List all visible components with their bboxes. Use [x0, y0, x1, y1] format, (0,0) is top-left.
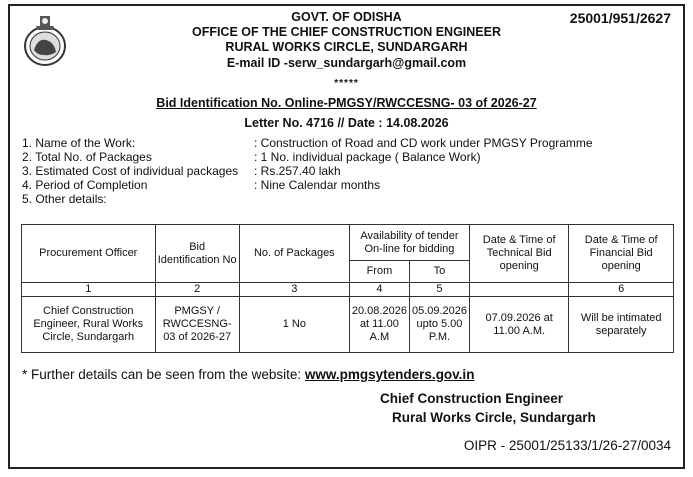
circle-heading: RURAL WORKS CIRCLE, SUNDARGARH — [225, 40, 468, 54]
detail-value: : Rs.257.40 lakh — [254, 164, 341, 178]
header-bid-identification: Bid Identification No — [155, 225, 239, 283]
table-header-row — [22, 225, 674, 261]
detail-value: : 1 No. individual package ( Balance Work) — [254, 150, 481, 164]
header-from: From — [349, 261, 409, 283]
header-no-of-packages: No. of Packages — [239, 225, 349, 283]
signatory-office: Rural Works Circle, Sundargarh — [392, 410, 596, 425]
column-number: 6 — [569, 283, 674, 297]
office-heading: OFFICE OF THE CHIEF CONSTRUCTION ENGINEER — [191, 25, 502, 39]
further-details — [22, 367, 474, 382]
cell-financial: Will be intimated separately — [569, 297, 674, 353]
column-number: 5 — [409, 283, 469, 297]
bid-identification: Bid Identification No. Online-PMGSY/RWCCESNG- 03 of 2026-27 — [156, 96, 537, 110]
oipr-number: OIPR - 25001/25133/1/26-27/0034 — [463, 438, 671, 453]
cell-from: 20.08.2026 at 11.00 A.M — [349, 297, 409, 353]
header-to: To — [409, 261, 469, 283]
detail-label: 1. Name of the Work: — [22, 136, 136, 150]
header-financial-bid: Date & Time of Financial Bid opening — [569, 225, 674, 283]
detail-label: 4. Period of Completion — [22, 178, 148, 192]
cell-packages: 1 No — [239, 297, 349, 353]
email-line: E-mail ID -serw_sundargarh@gmail.com — [226, 56, 467, 70]
govt-heading: GOVT. OF ODISHA — [291, 10, 402, 24]
column-number-row — [22, 283, 674, 297]
column-number: 3 — [239, 283, 349, 297]
detail-label: 3. Estimated Cost of individual packages — [22, 164, 239, 178]
header-procurement-officer: Procurement Officer — [22, 225, 156, 283]
column-number: 2 — [155, 283, 239, 297]
further-details-text: * Further details can be seen from the website: — [22, 367, 305, 382]
stars-divider: ***** — [334, 78, 359, 89]
column-number: 1 — [22, 283, 156, 297]
document-code: 25001/951/2627 — [569, 10, 671, 26]
column-number: 4 — [349, 283, 409, 297]
tender-table — [21, 224, 674, 353]
table-row — [22, 297, 674, 353]
cell-officer: Chief Construction Engineer, Rural Works Circle, Sundargarh — [22, 297, 156, 353]
cell-bid-id: PMGSY / RWCCESNG-03 of 2026-27 — [155, 297, 239, 353]
cell-technical: 07.09.2026 at 11.00 A.M. — [470, 297, 569, 353]
signatory-title: Chief Construction Engineer — [380, 391, 564, 406]
detail-value: : Nine Calendar months — [254, 178, 381, 192]
header-availability: Availability of tender On-line for bidding — [349, 225, 469, 261]
detail-label: 2. Total No. of Packages — [22, 150, 152, 164]
detail-label: 5. Other details: — [22, 192, 107, 206]
letter-number: Letter No. 4716 // Date : 14.08.2026 — [244, 116, 449, 130]
cell-to: 05.09.2026 upto 5.00 P.M. — [409, 297, 469, 353]
header-technical-bid: Date & Time of Technical Bid opening — [470, 225, 569, 283]
website-link[interactable]: www.pmgsytenders.gov.in — [304, 367, 475, 382]
detail-value: : Construction of Road and CD work under PMGSY Programme — [254, 136, 593, 150]
